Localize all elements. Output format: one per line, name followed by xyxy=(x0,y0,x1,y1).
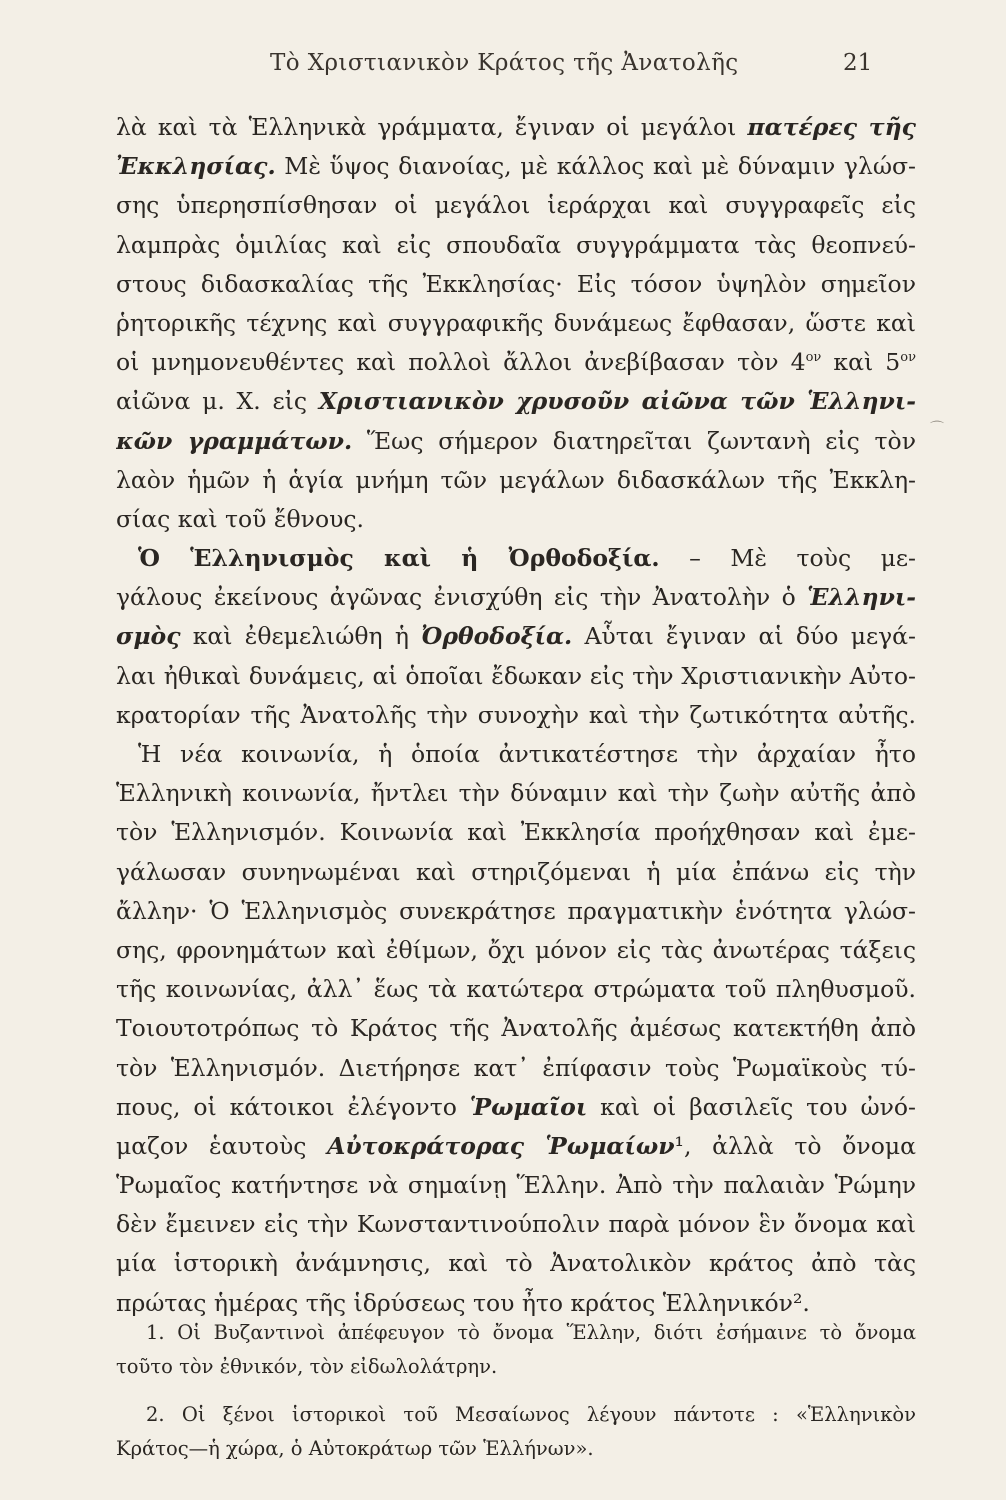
text-line xyxy=(116,1127,916,1166)
text-span: τῆς κοινωνίας, ἀλλ᾿ ἕως τὰ κατώτερα στρώματα τοῦ πληθυσμοῦ. xyxy=(116,975,916,1004)
emphasized-text: Ῥωμαῖοι xyxy=(469,1092,588,1121)
text-span: ἄλλην· Ὁ Ἑλληνισμὸς συνεκράτησε πραγματικὴν ἑνότητα γλώσ- xyxy=(116,896,916,925)
text-line xyxy=(116,422,916,461)
text-span: λαμπρὰς ὁμιλίας καὶ εἰς σπουδαῖα συγγράμματα τὰς θεοπνεύ- xyxy=(116,230,916,259)
text-span: τὸν Ἑλληνισμόν. Διετήρησε κατ᾿ ἐπίφασιν τοὺς Ῥωμαϊκοὺς τύ- xyxy=(116,1053,916,1082)
text-line xyxy=(116,539,916,578)
footnote-line: Κράτος—ἡ χώρα, ὁ Αὐτοκράτωρ τῶν Ἑλλήνων». xyxy=(116,1437,594,1460)
text-span: Ῥωμαῖος κατήντησε νὰ σημαίνῃ Ἕλλην. Ἀπὸ τὴν παλαιὰν Ῥώμην xyxy=(116,1171,916,1200)
text-line xyxy=(116,461,916,500)
text-span: πρώτας ἡμέρας τῆς ἱδρύσεως του ἦτο κράτος Ἑλληνικόν². xyxy=(116,1288,810,1317)
text-span: Αὗται ἔγιναν αἱ δύο μεγά- xyxy=(572,622,916,651)
emphasized-text: Αὐτοκράτορας Ῥωμαίων xyxy=(327,1131,675,1160)
text-line xyxy=(116,853,916,892)
text-line xyxy=(116,931,916,970)
body-text xyxy=(116,108,916,1323)
text-span: ον xyxy=(900,350,916,366)
text-line xyxy=(116,343,916,382)
text-line xyxy=(116,578,916,617)
text-span: λαι ἠθικαὶ δυνάμεις, αἱ ὁποῖαι ἔδωκαν εἰς τὴν Χριστιανικὴν Αὐτο- xyxy=(116,661,916,690)
text-span: ον xyxy=(805,350,822,366)
footnotes xyxy=(116,1316,916,1466)
text-span: Ἑλληνικὴ κοινωνία, ἤντλει τὴν δύναμιν καὶ τὴν ζωὴν αὐτῆς ἀπὸ xyxy=(116,779,916,808)
text-span: μαζον ἑαυτοὺς xyxy=(116,1131,328,1160)
text-line xyxy=(116,970,916,1009)
text-span: δὲν ἔμεινεν εἰς τὴν Κωνσταντινούπολιν παρὰ μόνον ἓν ὄνομα καὶ xyxy=(116,1210,916,1239)
text-span: κρατορίαν τῆς Ἀνατολῆς τὴν συνοχὴν καὶ τὴν ζωτικότητα αὐτῆς. xyxy=(116,700,916,729)
section-heading: Ὁ Ἑλληνισμὸς καὶ ἡ Ὀρθοδοξία. xyxy=(138,544,660,573)
text-line xyxy=(116,892,916,931)
emphasized-text: Ὀρθοδοξία. xyxy=(421,622,573,651)
text-line xyxy=(116,108,916,147)
text-span: Ἕως σήμερον διατηρεῖται ζωντανὴ εἰς τὸν xyxy=(352,426,916,455)
text-span: καὶ οἱ βασιλεῖς του ὠνό- xyxy=(587,1092,916,1121)
emphasized-text: πατέρες τῆς xyxy=(747,113,916,141)
text-span: καὶ 5 xyxy=(821,348,901,377)
footnote-line: 2. Οἱ ξένοι ἱστορικοὶ τοῦ Μεσαίωνος λέγουν πάντοτε : «Ἑλληνικὸν xyxy=(146,1403,916,1426)
text-line xyxy=(116,226,916,265)
text-line xyxy=(116,774,916,813)
text-span: ῥητορικῆς τέχνης καὶ συγγραφικῆς δυνάμεως ἔφθασαν, ὥστε καὶ xyxy=(116,308,916,337)
text-span: στους διδασκαλίας τῆς Ἐκκλησίας· Εἰς τόσον ὑψηλὸν σημεῖον xyxy=(116,269,916,298)
text-line xyxy=(116,813,916,852)
text-span: Τοιουτοτρόπως τὸ Κράτος τῆς Ἀνατολῆς ἀμέσως κατεκτήθη ἀπὸ xyxy=(116,1014,916,1043)
emphasized-text: κῶν γραμμάτων. xyxy=(116,426,353,455)
text-span: οἱ μνημονευθέντες καὶ πολλοὶ ἄλλοι ἀνεβίβασαν τὸν 4 xyxy=(116,348,806,377)
text-span: γάλους ἐκείνους ἀγῶνας ἐνισχύθη εἰς τὴν Ἀνατολὴν ὁ xyxy=(116,583,808,612)
text-line xyxy=(116,1088,916,1127)
text-line xyxy=(116,186,916,225)
page-number: 21 xyxy=(843,50,873,76)
text-span: καὶ ἐθεμελιώθη ἡ xyxy=(180,622,422,651)
text-span: σίας καὶ τοῦ ἔθνους. xyxy=(116,504,365,533)
text-line xyxy=(116,617,916,656)
text-span: Ἡ νέα κοινωνία, ἡ ὁποία ἀντικατέστησε τὴν ἀρχαίαν ἦτο xyxy=(138,740,916,768)
text-span: λὰ καὶ τὰ Ἑλληνικὰ γράμματα, ἔγιναν οἱ μεγάλοι xyxy=(116,113,748,141)
text-line xyxy=(116,1205,916,1244)
text-span: σης ὑπερησπίσθησαν οἱ μεγάλοι ἱεράρχαι καὶ συγγραφεῖς εἰς xyxy=(116,191,916,220)
text-span: Μὲ ὕψος διανοίας, μὲ κάλλος καὶ μὲ δύναμιν γλώσ- xyxy=(275,152,916,181)
text-line xyxy=(116,735,916,774)
text-line xyxy=(116,382,916,421)
emphasized-text: Ἐκκλησίας. xyxy=(116,152,276,181)
pencil-mark-icon: ⌒ xyxy=(930,421,944,437)
text-line xyxy=(116,1009,916,1048)
text-line xyxy=(116,147,916,186)
text-line xyxy=(116,1244,916,1283)
text-line xyxy=(116,500,916,539)
text-span: ¹, ἀλλὰ τὸ ὄνομα xyxy=(674,1131,916,1160)
text-line xyxy=(116,1166,916,1205)
emphasized-text: Ἑλληνι- xyxy=(807,583,916,612)
text-line xyxy=(116,265,916,304)
footnote-line: 1. Οἱ Βυζαντινοὶ ἀπέφευγον τὸ ὄνομα Ἕλλην, διότι ἐσήμαινε τὸ ὄνομα xyxy=(146,1321,916,1344)
text-span: γάλωσαν συνηνωμέναι καὶ στηριζόμεναι ἡ μία ἐπάνω εἰς τὴν xyxy=(116,857,916,886)
text-span: τὸν Ἑλληνισμόν. Κοινωνία καὶ Ἐκκλησία προήχθησαν καὶ ἐμε- xyxy=(116,818,916,847)
text-line xyxy=(116,696,916,735)
text-span: μία ἱστορικὴ ἀνάμνησις, καὶ τὸ Ἀνατολικὸν κράτος ἀπὸ τὰς xyxy=(116,1249,916,1278)
text-line xyxy=(116,304,916,343)
text-span: λαὸν ἡμῶν ἡ ἁγία μνήμη τῶν μεγάλων διδασκάλων τῆς Ἐκκλη- xyxy=(116,465,916,494)
text-line xyxy=(116,1049,916,1088)
text-span: σης, φρονημάτων καὶ ἐθίμων, ὄχι μόνον εἰς τὰς ἀνωτέρας τάξεις xyxy=(116,935,916,964)
text-line xyxy=(116,657,916,696)
running-title: Τὸ Χριστιανικὸν Κράτος τῆς Ἀνατολῆς xyxy=(270,50,739,76)
text-span: πους, οἱ κάτοικοι ἐλέγοντο xyxy=(116,1092,470,1121)
emphasized-text: Χριστιανικὸν χρυσοῦν αἰῶνα τῶν Ἑλληνι- xyxy=(318,387,916,416)
text-span: – Μὲ τοὺς με- xyxy=(659,544,916,573)
text-span: αἰῶνα μ. Χ. εἰς xyxy=(116,387,319,416)
emphasized-text: σμὸς xyxy=(116,622,181,651)
footnote-line: τοῦτο τὸν ἐθνικόν, τὸν εἰδωλολάτρην. xyxy=(116,1355,498,1378)
